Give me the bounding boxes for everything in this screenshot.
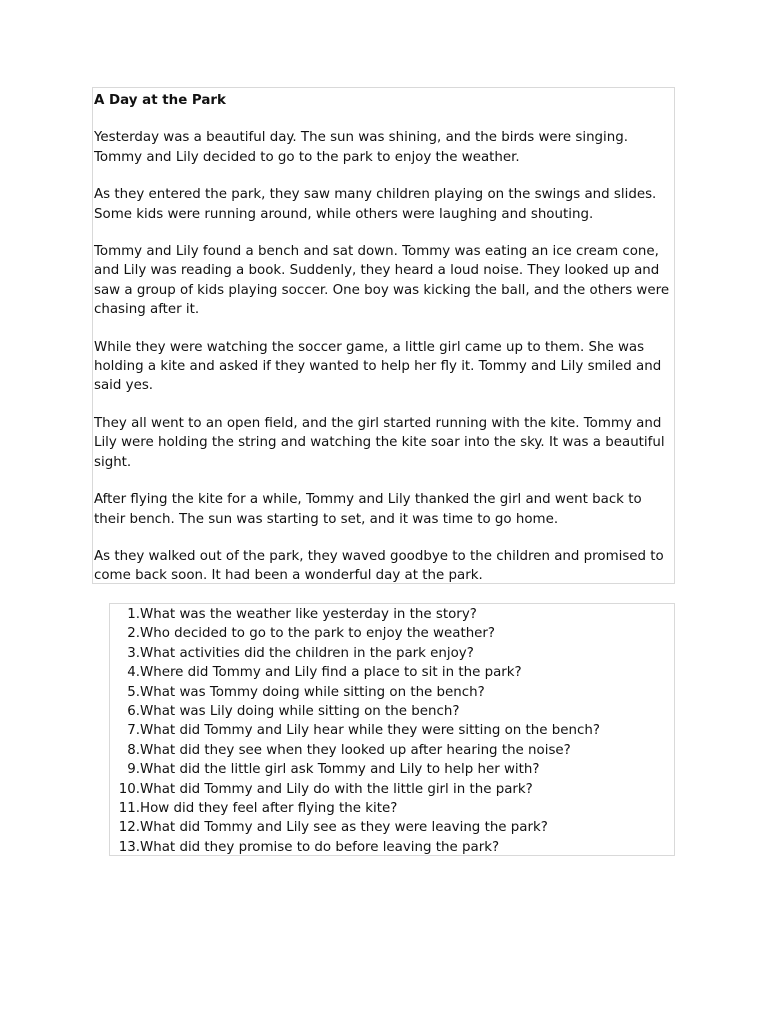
question-number: 2. (127, 626, 140, 642)
question-item (110, 663, 674, 682)
question-text: What was Lily doing while sitting on the bench? (140, 704, 460, 720)
story-paragraph: Yesterday was a beautiful day. The sun was shining, and the birds were singing. Tommy and Lily decided to go to the park to enjoy the weather. (94, 130, 629, 165)
question-text: What did Tommy and Lily see as they were leaving the park? (140, 820, 548, 836)
question-item (110, 683, 674, 702)
question-number: 10. (118, 781, 140, 797)
story-paragraph: As they entered the park, they saw many children playing on the swings and slides. Some kids were running around, while others were laughing and shouting. (94, 187, 657, 222)
question-text: What activities did the children in the park enjoy? (140, 645, 474, 661)
question-number: 8. (127, 742, 140, 758)
story-paragraph: While they were watching the soccer game, a little girl came up to them. She was holding a kite and asked if they wanted to help her fly it. Tommy and Lily smiled and said yes. (94, 339, 662, 394)
story-paragraph: They all went to an open field, and the girl started running with the kite. Tommy and Lily were holding the string and watching the kite soar into the sky. It was a beautiful sight. (94, 415, 665, 470)
question-number: 13. (118, 839, 140, 855)
question-number: 4. (127, 665, 140, 681)
story-text-box (92, 87, 675, 584)
question-item (110, 624, 674, 643)
question-text: What did they promise to do before leaving the park? (140, 839, 500, 855)
question-item (110, 702, 674, 721)
question-text: What did the little girl ask Tommy and Lily to help her with? (140, 762, 540, 778)
question-item (110, 741, 674, 760)
question-number: 5. (127, 684, 140, 700)
story-paragraph: As they walked out of the park, they waved goodbye to the children and promised to come back soon. It had been a wonderful day at the park. (94, 548, 664, 584)
question-number: 1. (127, 607, 140, 622)
question-list (110, 605, 674, 857)
question-item (110, 760, 674, 779)
question-text: How did they feel after flying the kite? (140, 801, 398, 817)
question-number: 7. (127, 723, 140, 739)
story-title: A Day at the Park (94, 93, 226, 108)
question-number: 6. (127, 704, 140, 720)
story-paragraph: Tommy and Lily found a bench and sat down. Tommy was eating an ice cream cone, and Lily was reading a book. Suddenly, they heard a loud noise. They looked up and saw a group of kids playing soccer. One boy was kicking the ball, and the others were chasing after it. (94, 244, 670, 318)
question-text: What was Tommy doing while sitting on the bench? (140, 684, 485, 700)
questions-box (109, 603, 675, 856)
question-number: 9. (127, 762, 140, 778)
question-item (110, 799, 674, 818)
question-text: What did Tommy and Lily hear while they were sitting on the bench? (140, 723, 600, 739)
question-text: What did Tommy and Lily do with the little girl in the park? (140, 781, 533, 797)
question-item (110, 644, 674, 663)
question-text: Who decided to go to the park to enjoy the weather? (140, 626, 496, 642)
question-text: What was the weather like yesterday in the story? (140, 607, 477, 622)
question-item (110, 838, 674, 857)
question-text: Where did Tommy and Lily find a place to sit in the park? (140, 665, 522, 681)
question-number: 12. (118, 820, 140, 836)
question-item (110, 780, 674, 799)
question-item (110, 721, 674, 740)
story-paragraph: After flying the kite for a while, Tommy and Lily thanked the girl and went back to their bench. The sun was starting to set, and it was time to go home. (94, 492, 642, 527)
question-item (110, 818, 674, 837)
question-number: 3. (127, 645, 140, 661)
question-text: What did they see when they looked up after hearing the noise? (140, 742, 571, 758)
question-number: 11. (118, 801, 140, 817)
question-item (110, 605, 674, 624)
